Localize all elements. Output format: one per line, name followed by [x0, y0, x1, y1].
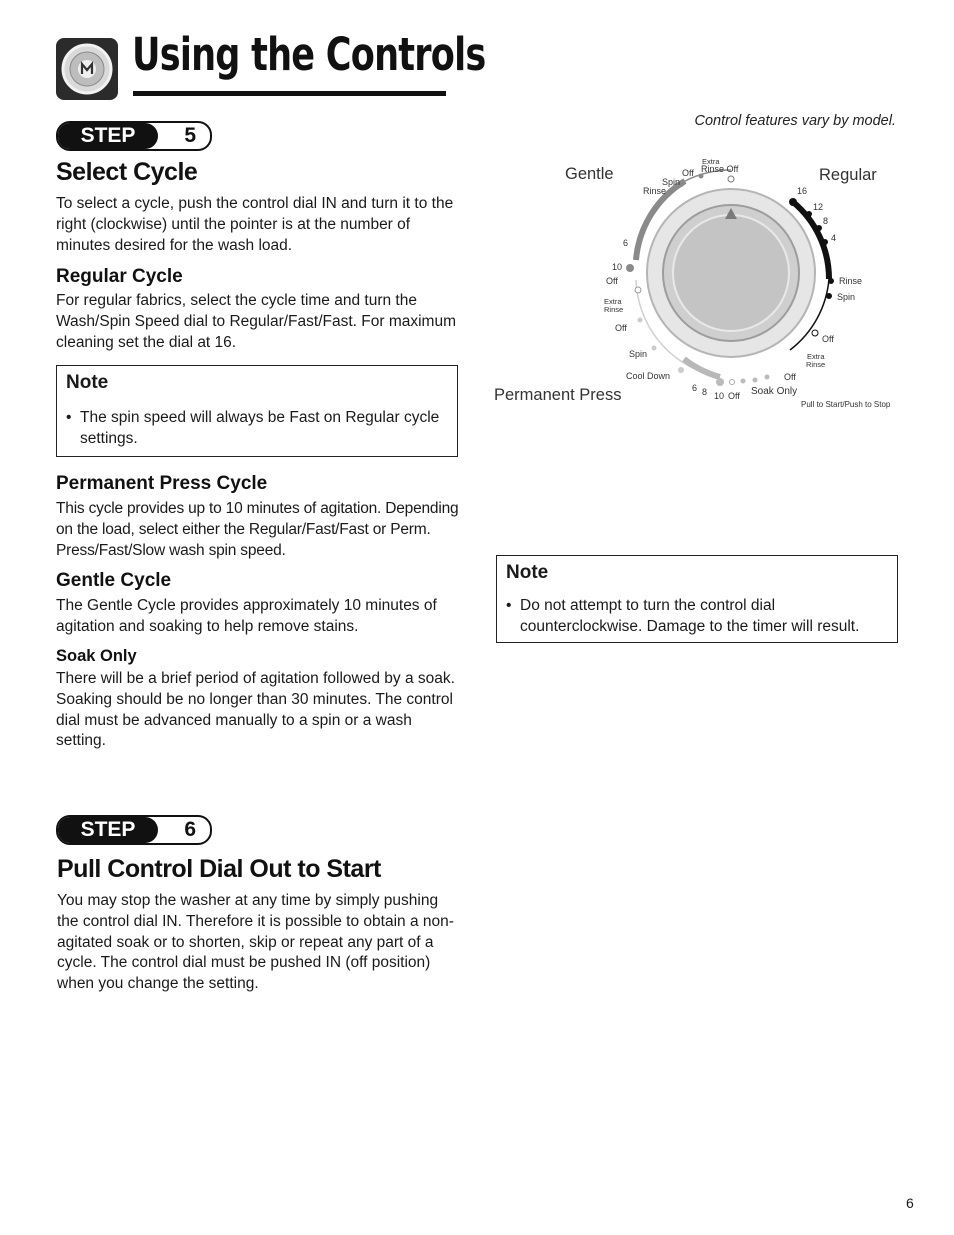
gentle-label: Gentle [565, 165, 614, 183]
permanent-press-heading: Permanent Press Cycle [56, 473, 268, 494]
regular-rinse-label: Rinse [839, 276, 863, 286]
step-label: STEP [58, 817, 158, 843]
regular-16-label: 16 [797, 186, 808, 196]
perm-band [684, 359, 720, 377]
regular-spin-label: Spin [837, 292, 856, 302]
soak-only-heading: Soak Only [56, 647, 137, 665]
regular-12-label: 12 [813, 202, 824, 212]
pull-to-start-label: Pull to Start/Push to Stop [801, 400, 891, 409]
perm-8-label: 8 [702, 387, 708, 397]
gentle-spin-label: Spin [662, 177, 681, 187]
page-title: Using the Controls [132, 28, 486, 81]
regular-8-label: 8 [823, 216, 829, 226]
note-box-spin-speed [56, 365, 458, 457]
gentle-rinse-label: Rinse [643, 186, 667, 196]
permanent-press-label: Permanent Press [494, 386, 622, 404]
perm-spin-label: Spin [629, 349, 648, 359]
gentle-off2-label: Off [606, 276, 618, 286]
regular-label: Regular [819, 166, 877, 184]
bullet-icon: • [506, 597, 512, 614]
permanent-press-text: This cycle provides up to 10 minutes of agitation. Depending on the load, select either the Regular/Fast/Fast or Perm. Press/Fast/Slow wash spin speed. [56, 500, 459, 559]
soak-only-label: Soak Only [751, 386, 798, 397]
gentle-ten-label: 10 [612, 262, 623, 272]
regular-extra-label: Extra [807, 352, 825, 361]
note-title: Note [506, 562, 549, 583]
page-number: 6 [906, 1195, 914, 1211]
model-caption: Control features vary by model. [694, 113, 896, 129]
gentle-extra-label: Extra [702, 157, 720, 166]
maytag-logo [56, 38, 118, 100]
gentle-cycle-heading: Gentle Cycle [56, 570, 172, 591]
perm-cool-down-label: Cool Down [626, 371, 671, 381]
regular-cycle-text: For regular fabrics, select the cycle time and turn the Wash/Spin Speed dial to Regular/Fast/Fast. For maximum cleaning set the dial at 16. [56, 292, 456, 351]
regular-4-label: 4 [831, 233, 837, 243]
pull-control-dial-text: You may stop the washer at any time by simply pushing the control dial IN. Therefore it is possible to obtain a non-agitated soak or to shorten, skip or repeat any part of a cycle. The control dial must be pushed IN (off position) when you change the setting. [57, 892, 454, 993]
bullet-icon: • [66, 409, 72, 426]
step-number: 6 [184, 818, 196, 841]
gentle-six-label: 6 [623, 238, 629, 248]
note-title: Note [66, 372, 109, 393]
gentle-rinse-off-label: Rinse Off [701, 164, 739, 174]
regular-off-label: Off [822, 334, 834, 344]
dial-knob-center [673, 215, 789, 331]
select-cycle-heading: Select Cycle [56, 158, 198, 186]
gentle-cycle-text: The Gentle Cycle provides approximately 10 minutes of agitation and soaking to help remove stains. [56, 597, 437, 635]
step-number: 5 [184, 124, 196, 147]
gentle-off-label: Off [682, 168, 694, 178]
perm-off-label: Off [615, 323, 627, 333]
regular-off2-label: Off [784, 372, 796, 382]
regular-cycle-heading: Regular Cycle [56, 266, 183, 287]
perm-6-label: 6 [692, 383, 698, 393]
note-item [506, 596, 891, 637]
note-text: Do not attempt to turn the control dial counterclockwise. Damage to the timer will result. [520, 597, 860, 635]
step-5-badge [56, 121, 212, 151]
select-cycle-text: To select a cycle, push the control dial IN and turn it to the right (clockwise) until the pointer is at the number of minutes desired for the wash load. [56, 195, 454, 254]
perm-extra-label: Extra [604, 297, 622, 306]
perm-rinse-label: Rinse [604, 305, 624, 314]
note-box-counterclockwise [496, 555, 898, 643]
step-6-badge [56, 815, 212, 845]
control-dial-diagram [488, 148, 892, 413]
soak-only-text: There will be a brief period of agitation followed by a soak. Soaking should be no longer than 30 minutes. The control dial must be advanced manually to a spin or a wash setting. [56, 670, 455, 750]
title-underline [133, 91, 446, 96]
regular-rinse2-label: Rinse [806, 360, 826, 369]
note-text: The spin speed will always be Fast on Regular cycle settings. [80, 409, 440, 447]
step-label: STEP [58, 123, 158, 149]
perm-10-label: 10 [714, 391, 725, 401]
pull-control-dial-heading: Pull Control Dial Out to Start [57, 855, 381, 883]
note-item [66, 408, 446, 449]
perm-off-end-label: Off [728, 391, 740, 401]
